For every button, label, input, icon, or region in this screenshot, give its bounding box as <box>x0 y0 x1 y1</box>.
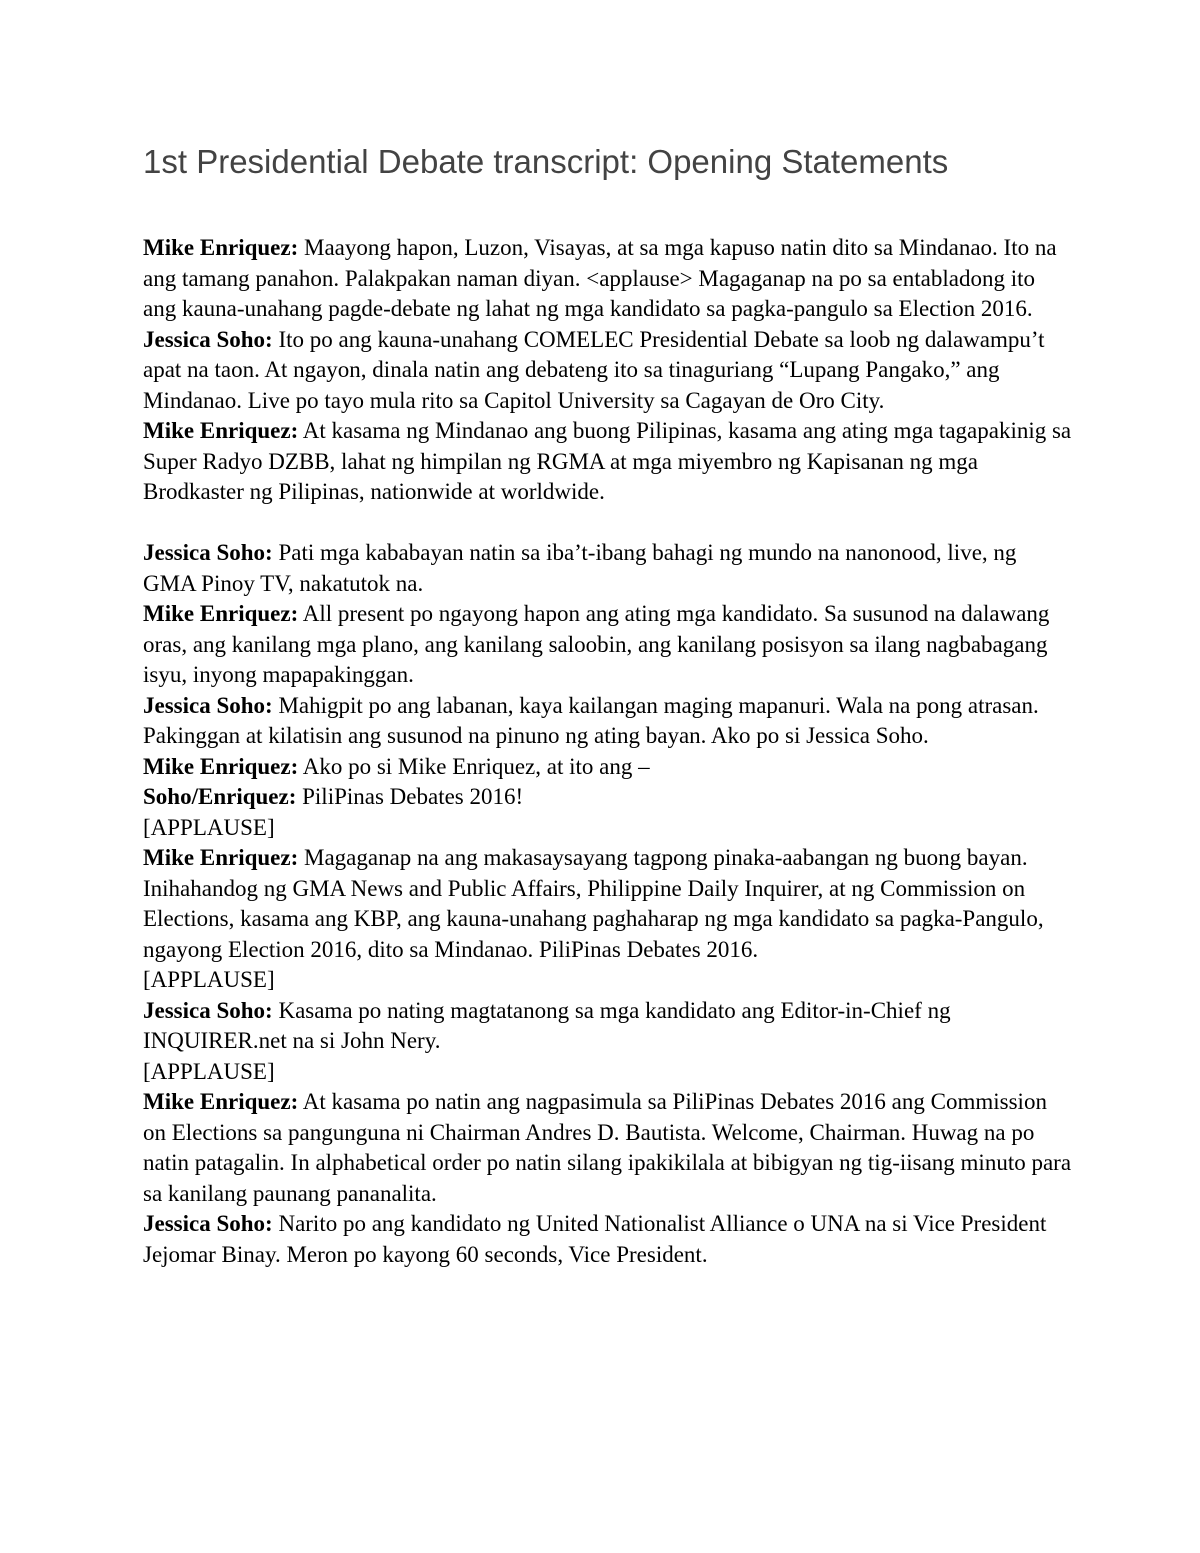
speaker-name: Mike Enriquez: <box>143 1089 299 1114</box>
transcript-entry <box>143 416 1073 508</box>
transcript-entry <box>143 843 1073 965</box>
speech-text: Magaganap na ang makasaysayang tagpong pinaka-aabangan ng buong bayan. Inihahandog ng GMA News and Public Affairs, Philippine Daily Inquirer, at ng Commission on Elections, kasama ang KBP, ang kauna-unahang paghaharap ng mga kandidato sa pagka-Pangulo, ngayong Election 2016, dito sa Mindanao. PiliPinas Debates 2016. <box>143 845 1044 962</box>
applause-note <box>143 1057 1073 1088</box>
speech-text: Ito po ang kauna-unahang COMELEC Presidential Debate sa loob ng dalawampu’t apat na taon. At ngayon, dinala natin ang debateng ito sa tinaguriang “Lupang Pangako,” ang Mindanao. Live po tayo mula rito sa Capitol University sa Cagayan de Oro City. <box>143 326 1045 413</box>
stage-direction: [APPLAUSE] <box>143 1058 275 1084</box>
speaker-name: Mike Enriquez: <box>143 601 299 626</box>
stage-direction: [APPLAUSE] <box>143 967 275 992</box>
transcript-entry <box>143 538 1073 599</box>
transcript-entry <box>143 996 1073 1057</box>
speaker-name: Soho/Enriquez: <box>143 784 297 809</box>
speech-text: Ako po si Mike Enriquez, at ito ang – <box>298 753 650 779</box>
stage-direction: [APPLAUSE] <box>143 814 275 840</box>
transcript-entry <box>143 1087 1073 1209</box>
speech-text: At kasama po natin ang nagpasimula sa PiliPinas Debates 2016 ang Commission on Elections sa pangunguna ni Chairman Andres D. Bautista. Welcome, Chairman. Huwag na po natin patagalin. In alphabetical order po natin silang ipakikilala at bibigyan ng tig-iisang minuto para sa kanilang paunang pananalita. <box>143 1089 1072 1206</box>
transcript-entry <box>143 599 1073 691</box>
transcript-body <box>143 233 1073 1270</box>
speaker-name: Jessica Soho: <box>143 1211 273 1236</box>
speech-text: Mahigpit po ang labanan, kaya kailangan maging mapanuri. Wala na pong atrasan. Pakinggan at kilatisin ang susunod na pinuno ng ating bayan. Ako po si Jessica Soho. <box>143 692 1039 748</box>
transcript-entry <box>143 1209 1073 1270</box>
document-title: 1st Presidential Debate transcript: Opening Statements <box>143 143 949 180</box>
speaker-name: Jessica Soho: <box>143 540 273 565</box>
speech-text: PiliPinas Debates 2016! <box>296 784 524 809</box>
speaker-name: Mike Enriquez: <box>143 418 299 443</box>
speaker-name: Jessica Soho: <box>143 997 273 1023</box>
applause-note <box>143 813 1073 844</box>
speaker-name: Mike Enriquez: <box>143 753 299 779</box>
transcript-entry <box>143 233 1073 325</box>
speech-text: Narito po ang kandidato ng United Nationalist Alliance o UNA na si Vice President Jejomar Binay. Meron po kayong 60 seconds, Vice President. <box>143 1211 1047 1267</box>
speech-text: All present po ngayong hapon ang ating mga kandidato. Sa susunod na dalawang oras, ang kanilang mga plano, ang kanilang saloobin, ang kanilang posisyon sa ilang nagbabagang isyu, inyong mapapakinggan. <box>143 601 1050 687</box>
speaker-name: Jessica Soho: <box>143 326 273 352</box>
speaker-name: Jessica Soho: <box>143 692 273 718</box>
speech-text: Kasama po nating magtatanong sa mga kandidato ang Editor-in-Chief ng INQUIRER.net na si John Nery. <box>143 997 951 1053</box>
transcript-entry <box>143 782 1073 813</box>
transcript-entry <box>143 752 1073 783</box>
speaker-name: Mike Enriquez: <box>143 845 299 870</box>
speech-text: Maayong hapon, Luzon, Visayas, at sa mga kapuso natin dito sa Mindanao. Ito na ang tamang panahon. Palakpakan naman diyan. <applause> Magaganap na po sa entabladong ito ang kauna-unahang pagde-debate ng lahat ng mga kandidato sa pagka-pangulo sa Election 2016. <box>143 235 1057 321</box>
speaker-name: Mike Enriquez: <box>143 235 299 260</box>
transcript-entry <box>143 691 1073 752</box>
speech-text: At kasama ng Mindanao ang buong Pilipinas, kasama ang ating mga tagapakinig sa Super Radyo DZBB, lahat ng himpilan ng RGMA at mga miyembro ng Kapisanan ng mga Brodkaster ng Pilipinas, nationwide at worldwide. <box>143 418 1072 504</box>
applause-note <box>143 965 1073 996</box>
transcript-entry <box>143 325 1073 417</box>
speech-text: Pati mga kababayan natin sa iba’t-ibang bahagi ng mundo na nanonood, live, ng GMA Pinoy TV, nakatutok na. <box>143 540 1017 596</box>
